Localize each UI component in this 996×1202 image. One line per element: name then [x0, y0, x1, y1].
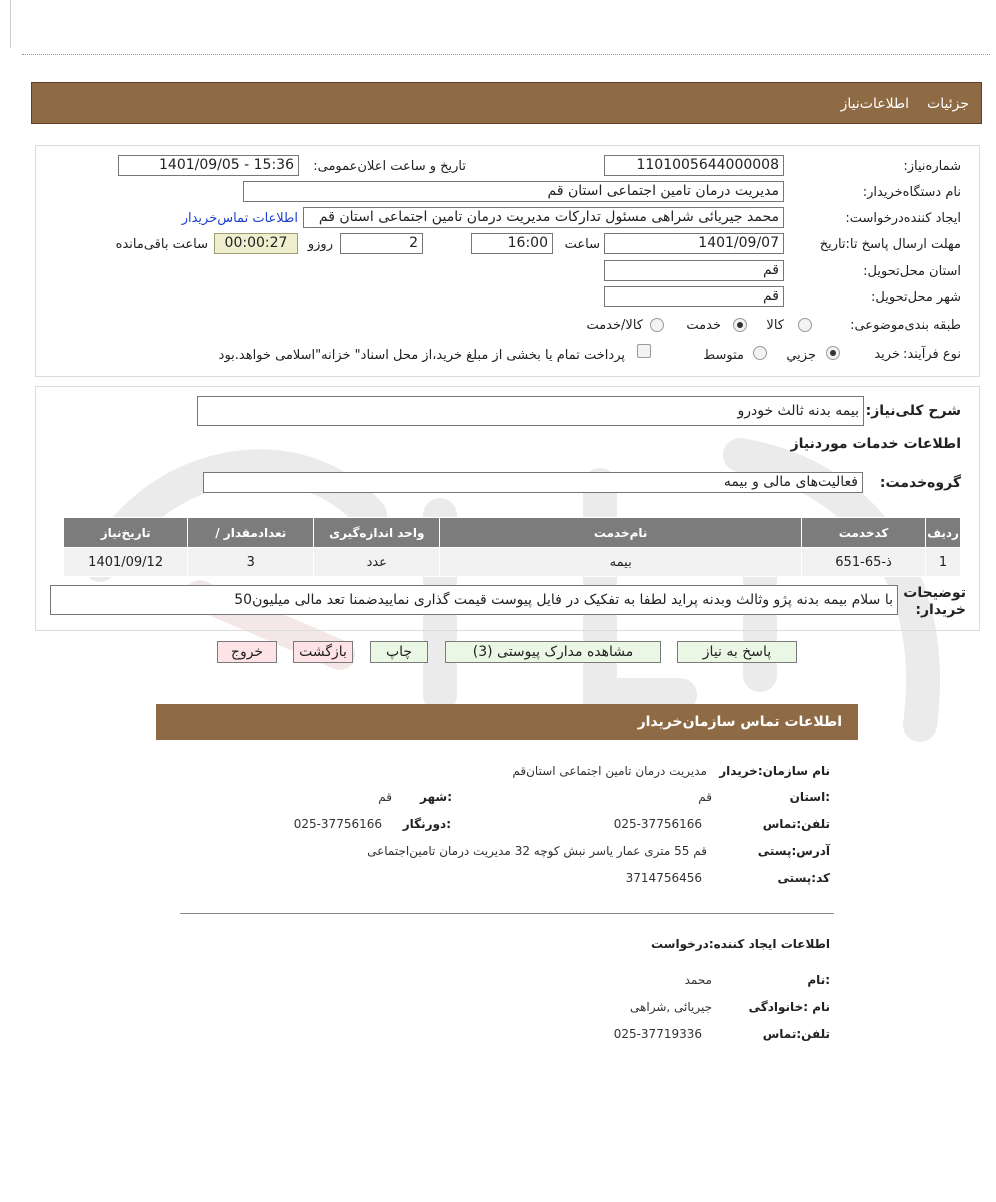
announce-date-field[interactable]: 1401/09/05 - 15:36 [118, 155, 299, 176]
deadline-time-field[interactable]: 16:00 [471, 233, 553, 254]
col-unit: واحد اندازه‌گیری [314, 518, 440, 548]
contact-city-label: :شهر [420, 790, 452, 804]
days-field[interactable]: 2 [340, 233, 423, 254]
reply-button[interactable]: پاسخ به نیاز [677, 641, 797, 663]
creator-family-label: نام :خانوادگی [748, 1000, 830, 1014]
contact-province-label: :استان [789, 790, 830, 804]
col-row: ردیف [926, 518, 961, 548]
buyer-org-field[interactable]: مدیریت درمان تامین اجتماعی استان قم [243, 181, 784, 202]
col-service-name: نام‌خدمت [440, 518, 802, 548]
treasury-payment-note: پرداخت تمام یا بخشی از مبلغ خرید،از محل اسناد" خزانه"اسلامی خواهد.بود [218, 348, 625, 363]
contact-divider [180, 913, 834, 914]
col-quantity: تعداد‌مقدار / [188, 518, 314, 548]
creator-field[interactable]: محمد جیریائی شراهی مسئول تدارکات مدیریت درمان تامین اجتماعی استان قم [303, 207, 784, 228]
contact-phone-label: تلفن:تماس [762, 817, 830, 831]
city-field[interactable]: قم [604, 286, 784, 307]
process-buy-text: خرید [874, 347, 900, 362]
print-button[interactable]: چاپ [370, 641, 428, 663]
contact-postal-label: کد:پستی [777, 871, 830, 885]
need-info-panel [35, 145, 980, 377]
announce-date-label: تاریخ و ساعت اعلان‌عمومی: [313, 159, 466, 174]
contact-address-value: قم 55 متری عمار یاسر نبش کوچه 32 مدیریت درمان تامین‌اجتماعی [367, 844, 707, 858]
contact-fax-value: 025-37756166 [293, 817, 382, 831]
buyer-contact-header [156, 704, 858, 740]
creator-phone-label: تلفن:تماس [762, 1027, 830, 1041]
cell-service-code: ذ-65-651 [802, 548, 926, 577]
cell-need-date: 1401/09/12 [64, 548, 188, 577]
general-desc-field[interactable]: بیمه بدنه ثالث خودرو [197, 396, 864, 426]
contact-address-label: آدرس:پستی [757, 844, 830, 858]
contact-postal-value: 3714756456 [625, 871, 702, 885]
org-name-label: نام سازمان:خریدار [719, 764, 830, 778]
need-number-field[interactable]: 1101005644000008 [604, 155, 784, 176]
buyer-notes-field[interactable]: با سلام بیمه بدنه پژو وثالث وبدنه پراید لطفا به تفکیک در فایل پیوست قیمت گذاری نمایید‌ضمنا تعد مالی میلیون50 [50, 585, 898, 615]
table-row [64, 548, 961, 577]
buyer-contact-link[interactable]: اطلاعات تماس‌خریدار [181, 211, 298, 226]
contact-phone-value: 025-37756166 [613, 817, 702, 831]
province-field[interactable]: قم [604, 260, 784, 281]
top-divider [22, 54, 990, 55]
services-title: اطلاعات خدمات مورد‌نیاز [790, 436, 961, 452]
remaining-timer: 00:00:27 [214, 233, 298, 254]
org-name-value: مدیریت درمان تامین اجتماعی استان‌قم [512, 764, 707, 778]
attachments-button[interactable]: مشاهده مدارک پیوستی (3) [445, 641, 661, 663]
deadline-time-label: ساعت [564, 237, 600, 252]
deadline-label: مهلت ارسال پاسخ تا:تاریخ [819, 237, 961, 252]
contact-fax-label: :دورنگار [402, 817, 451, 831]
services-table [63, 517, 961, 577]
col-need-date: تاریخ‌نیاز [64, 518, 188, 548]
general-desc-label: شرح کلی‌نیاز: [865, 403, 961, 419]
city-label: شهر محل‌تحویل: [871, 290, 961, 305]
category-goods-label: کالا [766, 318, 784, 333]
category-service-label: خدمت [686, 318, 721, 333]
category-service-radio[interactable] [733, 318, 747, 332]
need-number-label: شماره‌نیاز: [903, 159, 961, 174]
page-header-bar [31, 82, 982, 124]
cell-quantity: 3 [188, 548, 314, 577]
process-minor-label: جزيي [786, 348, 816, 363]
buyer-notes-label: توضیحات خریدار: [903, 585, 966, 618]
service-group-label: گروه‌خدمت: [879, 475, 961, 491]
creator-family-value: جیریائی ,شراهی [630, 1000, 712, 1014]
creator-name-label: :نام [807, 973, 830, 987]
contact-city-value: قم [378, 790, 392, 804]
remaining-label: ساعت باقی‌مانده [115, 237, 208, 252]
process-label: نوع فرآیند: [903, 347, 961, 362]
service-group-field[interactable]: فعالیت‌های مالی و بیمه [203, 472, 863, 493]
left-edge-line [10, 0, 11, 48]
category-both-label: کالا/خدمت [586, 318, 643, 333]
buyer-org-label: نام دستگاه‌خریدار: [862, 185, 961, 200]
treasury-payment-checkbox[interactable] [637, 344, 651, 358]
cell-row: 1 [926, 548, 961, 577]
deadline-date-field[interactable]: 1401/09/07 [604, 233, 784, 254]
creator-label: ایجاد کننده‌درخواست: [845, 211, 961, 226]
category-both-radio[interactable] [650, 318, 664, 332]
cell-service-name: بیمه [440, 548, 802, 577]
category-label: طبقه بندی‌موضوعی: [850, 318, 961, 333]
exit-button[interactable]: خروج [217, 641, 277, 663]
col-service-code: کدخدمت [802, 518, 926, 548]
contact-province-value: قم [698, 790, 712, 804]
days-label: روزو [307, 237, 333, 252]
buyer-contact-title: اطلاعات تماس سازمان‌خریدار [637, 714, 842, 730]
tab-details[interactable]: جزئیات [927, 96, 969, 112]
tab-need-info[interactable]: اطلاعات‌نیاز [840, 96, 909, 112]
category-goods-radio[interactable] [798, 318, 812, 332]
creator-info-title: اطلاعات ایجاد کننده:درخواست [650, 937, 830, 951]
cell-unit: عدد [314, 548, 440, 577]
process-medium-radio[interactable] [753, 346, 767, 360]
province-label: استان محل‌تحویل: [863, 264, 961, 279]
creator-name-value: محمد [684, 973, 712, 987]
process-minor-radio[interactable] [826, 346, 840, 360]
creator-phone-value: 025-37719336 [613, 1027, 702, 1041]
process-medium-label: متوسط [703, 348, 744, 363]
back-button[interactable]: بازگشت [293, 641, 353, 663]
